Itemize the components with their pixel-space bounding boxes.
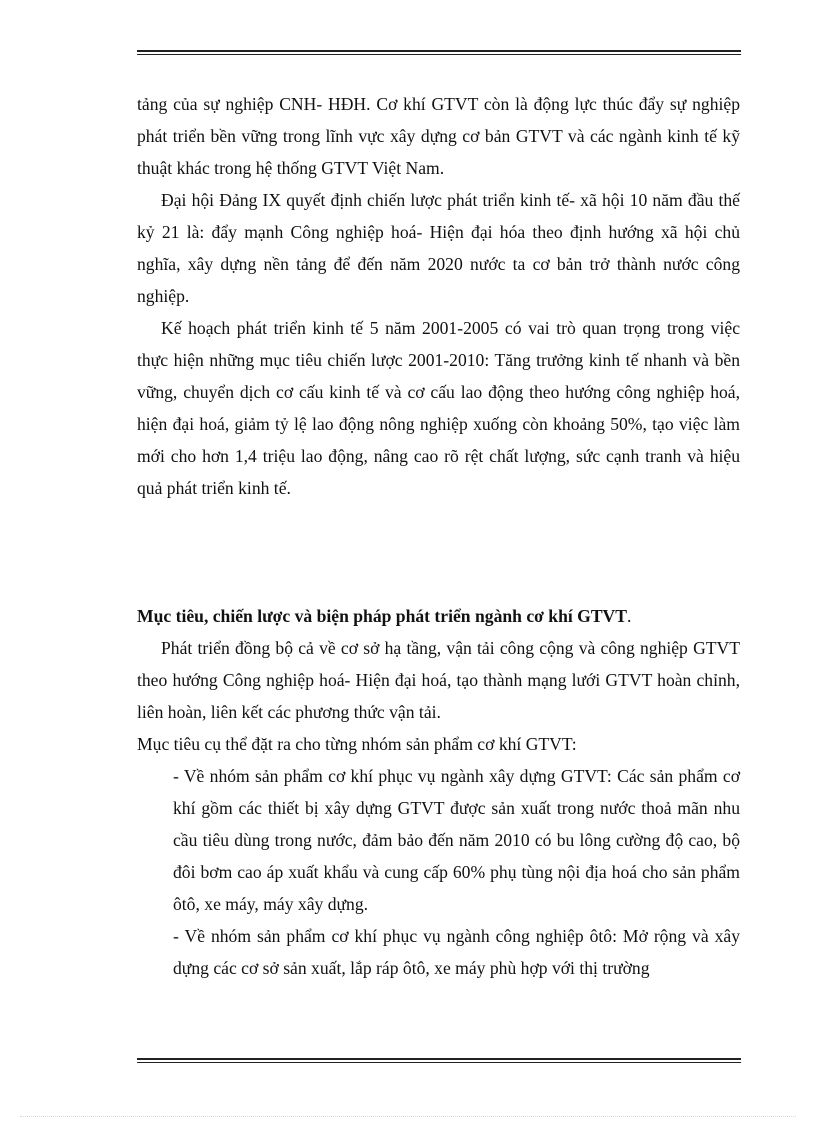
section-heading-text: Mục tiêu, chiến lược và biện pháp phát triển ngành cơ khí GTVT xyxy=(137,606,627,626)
section-heading-period: . xyxy=(627,606,632,626)
bullet-construction: - Về nhóm sản phẩm cơ khí phục vụ ngành xây dựng GTVT: Các sản phẩm cơ khí gồm các thiết bị xây dựng GTVT được sản xuất trong nước thoả mãn nhu cầu tiêu dùng trong nước, đảm bảo đến năm 2010 có bu lông cường độ cao, bộ đôi bơm cao áp xuất khẩu và cung cấp 60% phụ tùng nội địa hoá cho sản phẩm ôtô, xe máy, máy xây dựng. xyxy=(173,766,740,914)
page-edge-dots xyxy=(20,1116,796,1117)
document-body xyxy=(137,88,740,984)
goal-intro: Mục tiêu cụ thể đặt ra cho từng nhóm sản phẩm cơ khí GTVT: xyxy=(137,734,577,754)
paragraph-five-year-plan: Kế hoạch phát triển kinh tế 5 năm 2001-2005 có vai trò quan trọng trong việc thực hiện những mục tiêu chiến lược 2001-2010: Tăng trưởng kinh tế nhanh và bền vững, chuyển dịch cơ cấu kinh tế và cơ cấu lao động theo hướng công nghiệp hoá, hiện đại hoá, giảm tỷ lệ lao động nông nghiệp xuống còn khoảng 50%, tạo việc làm mới cho hơn 1,4 triệu lao động, nâng cao rõ rệt chất lượng, sức cạnh tranh và hiệu quả phát triển kinh tế. xyxy=(137,318,740,498)
paragraph-development: Phát triển đồng bộ cả về cơ sở hạ tầng, vận tải công cộng và công nghiệp GTVT theo hướng Công nghiệp hoá- Hiện đại hoá, tạo thành mạng lưới GTVT hoàn chỉnh, liên hoàn, liên kết các phương thức vận tải. xyxy=(137,638,740,722)
paragraph-party-congress: Đại hội Đảng IX quyết định chiến lược phát triển kinh tế- xã hội 10 năm đầu thế kỷ 21 là: đẩy mạnh Công nghiệp hoá- Hiện đại hóa theo định hướng xã hội chủ nghĩa, xây dựng nền tảng để đến năm 2020 nước ta cơ bản trở thành nước công nghiệp. xyxy=(137,190,740,306)
section-spacer xyxy=(137,504,740,600)
footer-rule xyxy=(137,1058,741,1063)
bullet-automotive: - Về nhóm sản phẩm cơ khí phục vụ ngành công nghiệp ôtô: Mở rộng và xây dựng các cơ sở sản xuất, lắp ráp ôtô, xe máy phù hợp với thị trường xyxy=(173,926,740,978)
paragraph-continuation: tảng của sự nghiệp CNH- HĐH. Cơ khí GTVT còn là động lực thúc đẩy sự nghiệp phát triển bền vững trong lĩnh vực xây dựng cơ bản GTVT và các ngành kinh tế kỹ thuật khác trong hệ thống GTVT Việt Nam. xyxy=(137,94,740,178)
section-heading xyxy=(137,600,740,632)
header-rule xyxy=(137,50,741,55)
